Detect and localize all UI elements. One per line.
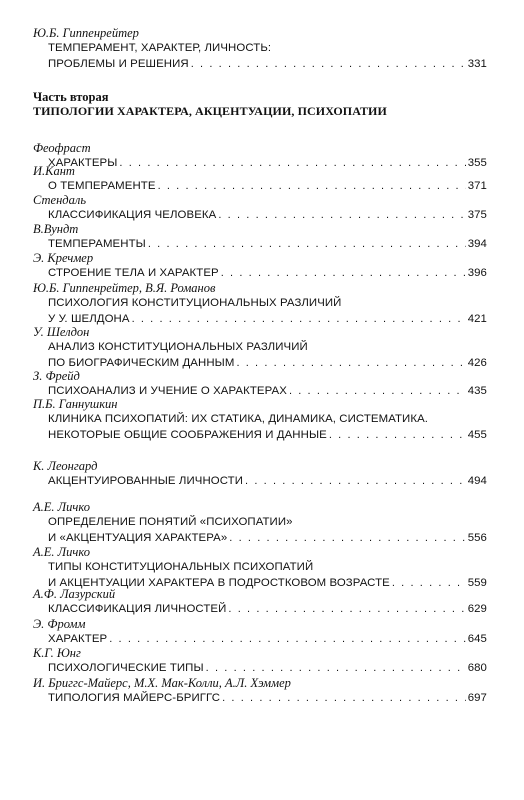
toc-entry — [33, 617, 487, 645]
entry-page-number: 559 — [467, 577, 487, 589]
toc-entry — [33, 459, 487, 487]
entry-page-number: 375 — [467, 209, 487, 221]
entry-title-text: СТРОЕНИЕ ТЕЛА И ХАРАКТЕР — [48, 267, 219, 279]
dot-leader — [158, 179, 466, 194]
dot-leader — [229, 531, 465, 546]
entry-title-text: ТЕМПЕРАМЕНТЫ — [48, 238, 146, 250]
entry-title-line: КЛИНИКА ПСИХОПАТИЙ: ИХ СТАТИКА, ДИНАМИКА, СИСТЕМАТИКА. — [48, 413, 429, 425]
toc-entry — [33, 545, 487, 589]
entry-title-text: ХАРАКТЕР — [48, 633, 108, 645]
dot-leader — [206, 661, 466, 676]
toc-entry — [33, 646, 487, 674]
entry-page-number: 697 — [467, 692, 487, 704]
entry-author: Феофраст — [33, 141, 91, 155]
entry-title-line: ПСИХОЛОГИЯ КОНСТИТУЦИОНАЛЬНЫХ РАЗЛИЧИЙ — [48, 297, 342, 309]
entry-title-text: ПСИХОЛОГИЧЕСКИЕ ТИПЫ — [48, 662, 204, 674]
entry-page-number: 435 — [467, 385, 487, 397]
entry-title-line — [48, 208, 487, 223]
entry-title-line: ОПРЕДЕЛЕНИЕ ПОНЯТИЙ «ПСИХОПАТИИ» — [48, 516, 293, 528]
entry-page-number: 421 — [467, 313, 487, 325]
entry-title-line — [48, 237, 487, 252]
entry-title-line — [48, 179, 487, 194]
dot-leader — [109, 632, 465, 647]
entry-author: З. Фрейд — [33, 369, 80, 383]
entry-title-text: ПО БИОГРАФИЧЕСКИМ ДАННЫМ — [48, 357, 235, 369]
dot-leader — [222, 691, 466, 706]
entry-author: В.Вундт — [33, 222, 79, 236]
entry-title-line — [48, 474, 487, 489]
entry-page-number: 629 — [467, 603, 487, 615]
entry-author: А.Е. Личко — [33, 545, 90, 559]
entry-title-line — [48, 661, 487, 676]
entry-title-line: ТИПЫ КОНСТИТУЦИОНАЛЬНЫХ ПСИХОПАТИЙ — [48, 561, 314, 573]
entry-title-text: У У. ШЕЛДОНА — [48, 313, 130, 325]
part-title: ТИПОЛОГИИ ХАРАКТЕРА, АКЦЕНТУАЦИИ, ПСИХОПАТИИ — [33, 104, 387, 118]
toc-entry — [33, 676, 487, 704]
entry-title-line — [48, 691, 487, 706]
entry-page-number: 355 — [467, 157, 487, 169]
entry-author: У. Шелдон — [33, 325, 90, 339]
entry-title-text: АКЦЕНТУИРОВАННЫЕ ЛИЧНОСТИ — [48, 475, 244, 487]
entry-author: К. Леонгард — [33, 459, 98, 473]
entry-page-number: 396 — [467, 267, 487, 279]
toc-entry — [33, 251, 487, 279]
part-label: Часть вторая — [33, 90, 109, 104]
toc-entry — [33, 397, 487, 441]
entry-title-line — [48, 57, 487, 72]
dot-leader — [245, 474, 466, 489]
toc-entry — [33, 26, 487, 70]
entry-author: Э. Кречмер — [33, 251, 94, 265]
toc-entry — [33, 587, 487, 615]
entry-title-line — [48, 428, 487, 443]
entry-title-line: ТЕМПЕРАМЕНТ, ХАРАКТЕР, ЛИЧНОСТЬ: — [48, 42, 272, 54]
entry-title-text: ПРОБЛЕМЫ И РЕШЕНИЯ — [48, 58, 189, 70]
entry-title-text: КЛАССИФИКАЦИЯ ЛИЧНОСТЕЙ — [48, 603, 227, 615]
entry-author: И.Кант — [33, 164, 75, 178]
toc-entry — [33, 141, 487, 169]
toc-entry — [33, 369, 487, 397]
entry-title-text: НЕКОТОРЫЕ ОБЩИЕ СООБРАЖЕНИЯ И ДАННЫЕ — [48, 429, 327, 441]
toc-entry — [33, 193, 487, 221]
entry-title-text: И АКЦЕНТУАЦИИ ХАРАКТЕРА В ПОДРОСТКОВОМ ВОЗРАСТЕ — [48, 577, 390, 589]
entry-title-text: КЛАССИФИКАЦИЯ ЧЕЛОВЕКА — [48, 209, 217, 221]
entry-author: Ю.Б. Гиппенрейтер — [33, 26, 139, 40]
toc-entry — [33, 222, 487, 250]
entry-page-number: 680 — [467, 662, 487, 674]
toc-entry — [33, 164, 487, 192]
entry-page-number: 426 — [467, 357, 487, 369]
entry-page-number: 645 — [467, 633, 487, 645]
entry-author: П.Б. Ганнушкин — [33, 397, 118, 411]
entry-title-text: И «АКЦЕНТУАЦИЯ ХАРАКТЕРА» — [48, 532, 228, 544]
entry-title-line — [48, 632, 487, 647]
entry-author: А.Ф. Лазурский — [33, 587, 116, 601]
entry-author: Э. Фромм — [33, 617, 86, 631]
entry-page-number: 331 — [467, 58, 487, 70]
entry-title-line — [48, 266, 487, 281]
dot-leader — [221, 266, 466, 281]
dot-leader — [191, 57, 466, 72]
entry-page-number: 455 — [467, 429, 487, 441]
entry-title-line — [48, 602, 487, 617]
entry-page-number: 556 — [467, 532, 487, 544]
entry-title-text: О ТЕМПЕРАМЕНТЕ — [48, 180, 156, 192]
entry-page-number: 394 — [467, 238, 487, 250]
entry-title-line: АНАЛИЗ КОНСТИТУЦИОНАЛЬНЫХ РАЗЛИЧИЙ — [48, 341, 308, 353]
dot-leader — [228, 602, 465, 617]
entry-author: К.Г. Юнг — [33, 646, 81, 660]
entry-title-line — [48, 531, 487, 546]
dot-leader — [329, 428, 466, 443]
toc-entry — [33, 500, 487, 544]
toc-entry — [33, 325, 487, 369]
entry-page-number: 494 — [467, 475, 487, 487]
dot-leader — [218, 208, 465, 223]
entry-title-text: ТИПОЛОГИЯ МАЙЕРС-БРИГГС — [48, 692, 221, 704]
dot-leader — [148, 237, 466, 252]
toc-entry — [33, 281, 487, 325]
entry-author: Ю.Б. Гиппенрейтер, В.Я. Романов — [33, 281, 216, 295]
entry-author: И. Бриггс-Майерс, М.Х. Мак-Колли, А.Л. Хэммер — [33, 676, 291, 690]
entry-title-text: ПСИХОАНАЛИЗ И УЧЕНИЕ О ХАРАКТЕРАХ — [48, 385, 287, 397]
entry-title-text: ХАРАКТЕРЫ — [48, 157, 118, 169]
entry-author: А.Е. Личко — [33, 500, 90, 514]
entry-author: Стендаль — [33, 193, 87, 207]
entry-page-number: 371 — [467, 180, 487, 192]
